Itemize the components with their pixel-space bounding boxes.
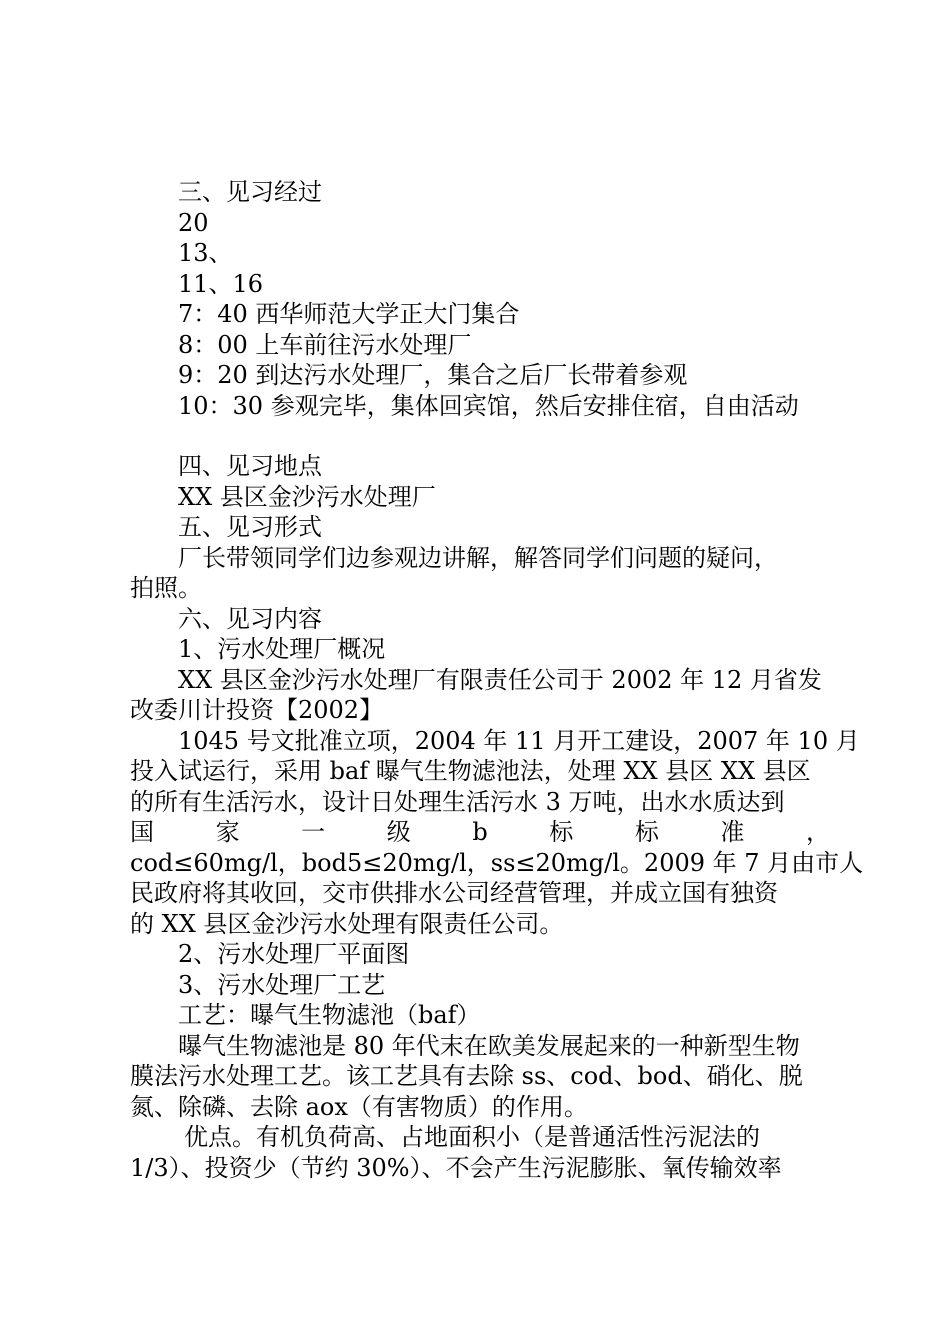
justified-char: 家 [215, 818, 240, 846]
subheading-plan: 2、污水处理厂平面图 [178, 940, 410, 968]
paragraph-line: 1/3）、投资少（节约 30%）、不会产生污泥膨胀、氧传输效率 [130, 1154, 782, 1182]
paragraph-line: 投入试运行，采用 baf 曝气生物滤池法，处理 XX 县区 XX 县区 [130, 757, 811, 785]
paragraph-line: 民政府将其收回，交市供排水公司经营管理，并成立国有独资 [130, 879, 778, 907]
paragraph-line: 优点。有机负荷高、占地面积小（是普通活性污泥法的 [184, 1123, 760, 1151]
text-line: 20 [178, 209, 209, 237]
paragraph-line: XX 县区金沙污水处理厂有限责任公司于 2002 年 12 月省发 [178, 666, 822, 694]
justified-char: 准 [720, 818, 745, 846]
schedule-item: 7：40 西华师范大学正大门集合 [178, 300, 520, 328]
text-line: 11、16 [178, 270, 264, 298]
justified-char: 国 [130, 818, 154, 846]
paragraph-line: 氮、除磷、去除 aox（有害物质）的作用。 [130, 1093, 588, 1121]
section-heading-location: 四、见习地点 [178, 452, 322, 480]
justified-char: 标 [634, 818, 659, 846]
paragraph-line: 1045 号文批准立项，2004 年 11 月开工建设，2007 年 10 月 [178, 727, 860, 755]
paragraph-line: cod≤60mg/l，bod5≤20mg/l，ss≤20mg/l。2009 年 7 月由市人 [130, 849, 864, 877]
section-heading-form: 五、见习形式 [178, 513, 322, 541]
paragraph-line: 改委川计投资【2002】 [130, 696, 384, 724]
subheading-overview: 1、污水处理厂概况 [178, 635, 386, 663]
section-heading-process: 三、见习经过 [178, 178, 322, 206]
section-heading-content: 六、见习内容 [178, 605, 322, 633]
justified-paragraph-line [130, 817, 830, 847]
justified-char: 级 [386, 818, 411, 846]
paragraph-line: 拍照。 [130, 574, 202, 602]
justified-char: ， [806, 818, 830, 846]
text-line: 工艺：曝气生物滤池（baf） [178, 1001, 481, 1029]
paragraph-line: 的所有生活污水，设计日处理生活污水 3 万吨，出水水质达到 [130, 788, 785, 816]
text-line: 13、 [178, 239, 233, 267]
paragraph-line: 的 XX 县区金沙污水处理有限责任公司。 [130, 910, 564, 938]
schedule-item: 10：30 参观完毕，集体回宾馆，然后安排住宿，自由活动 [178, 392, 799, 420]
justified-char: 一 [301, 818, 326, 846]
subheading-process: 3、污水处理厂工艺 [178, 971, 386, 999]
justified-char: 标 [549, 818, 574, 846]
text-line: XX 县区金沙污水处理厂 [178, 483, 436, 511]
schedule-item: 8：00 上车前往污水处理厂 [178, 331, 472, 359]
schedule-item: 9：20 到达污水处理厂，集合之后厂长带着参观 [178, 361, 688, 389]
paragraph-line: 厂长带领同学们边参观边讲解，解答同学们问题的疑问， [178, 544, 778, 572]
paragraph-line: 曝气生物滤池是 80 年代末在欧美发展起来的一种新型生物 [178, 1032, 800, 1060]
paragraph-line: 膜法污水处理工艺。该工艺具有去除 ss、cod、bod、硝化、脱 [130, 1062, 803, 1090]
justified-char: b [472, 818, 488, 846]
